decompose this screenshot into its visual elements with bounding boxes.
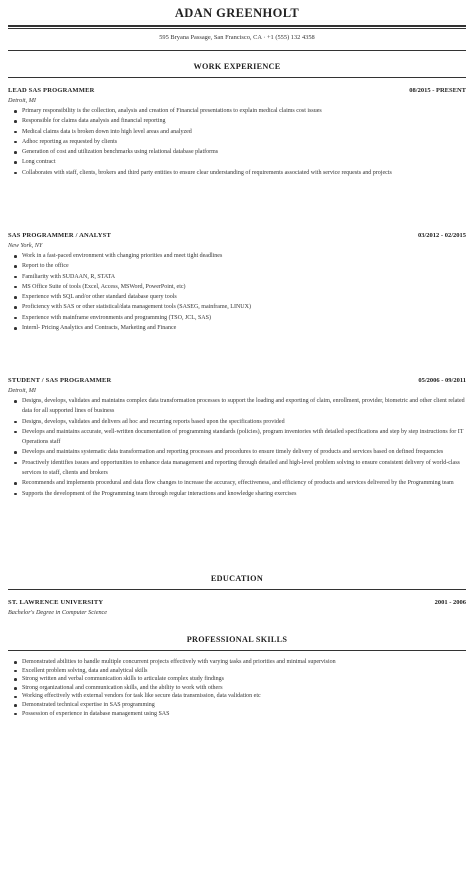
bullet-item: Develops and maintains systematic data transformation and reporting processes and procedures to ensure timely delivery of products and services based on defined frequencies bbox=[22, 447, 466, 457]
job-bullets bbox=[8, 396, 466, 499]
section-rule-professional-skills bbox=[8, 650, 466, 651]
bullet-item: Designs, develops, validates and maintains complex data transformation processes to support the loading and exporting of claim, enrollment, provider, biometric and other client related data for all supported lines of business bbox=[22, 396, 466, 417]
job-location: Detroit, MI bbox=[8, 387, 36, 394]
bullet-item: MS Office Suite of tools (Excel, Access, MSWord, PowerPoint, etc) bbox=[22, 282, 466, 292]
school-name: ST. LAWRENCE UNIVERSITY bbox=[8, 599, 104, 606]
candidate-name: ADAN GREENHOLT bbox=[174, 6, 300, 20]
skill-item: Strong written and verbal communication skills to articulate complex study findings bbox=[22, 675, 466, 684]
skill-item: Possession of experience in database management using SAS bbox=[22, 710, 466, 719]
skill-item: Demonstrated abilities to handle multiple concurrent projects effectively with varying tasks and priorities and minimal supervision bbox=[22, 658, 466, 667]
skill-item: Working effectively with external vendors for task like secure data transmission, data validation etc bbox=[22, 692, 466, 701]
header-rule-top bbox=[8, 25, 466, 27]
job-dates: 03/2012 - 02/2015 bbox=[417, 232, 466, 239]
job-header bbox=[8, 377, 466, 386]
bullet-item: Report to the office bbox=[22, 261, 466, 271]
skills-bullets bbox=[8, 658, 466, 718]
header-rule-bottom bbox=[8, 28, 466, 29]
bullet-item: Proficiency with SAS or other statistical/data management tools (SASEG, mainframe, LINUX) bbox=[22, 302, 466, 312]
bullet-item: Primary responsibility is the collection, analysis and creation of Financial presentations to explain medical claims cost issues bbox=[22, 106, 466, 116]
contact-rule bbox=[8, 50, 466, 51]
bullet-item: Recommends and implements procedural and data flow changes to increase the accuracy, effectiveness, and efficiency of products and services delivered by the Programming team bbox=[22, 478, 466, 488]
section-title-work-experience: WORK EXPERIENCE bbox=[193, 62, 281, 71]
skill-item: Strong organizational and communication skills, and the ability to work with others bbox=[22, 684, 466, 693]
section-title-professional-skills: PROFESSIONAL SKILLS bbox=[186, 635, 288, 644]
job-bullets bbox=[8, 251, 466, 333]
bullet-item: Internl- Pricing Analytics and Contracts, Marketing and Finance bbox=[22, 323, 466, 333]
job-dates: 08/2015 - PRESENT bbox=[409, 87, 466, 94]
skill-item: Excellent problem solving, data and analytical skills bbox=[22, 667, 466, 676]
bullet-item: Work in a fast-paced environment with changing priorities and meet tight deadlines bbox=[22, 251, 466, 261]
job-entry-sas-programmer-analyst bbox=[8, 232, 466, 333]
job-entry-lead-sas-programmer bbox=[8, 87, 466, 178]
job-title: STUDENT / SAS PROGRAMMER bbox=[8, 377, 112, 384]
bullet-item: Adhoc reporting as requested by clients bbox=[22, 137, 466, 147]
job-header bbox=[8, 87, 466, 96]
education-dates: 2001 - 2006 bbox=[434, 599, 466, 606]
skills-list bbox=[8, 657, 466, 718]
bullet-item: Medical claims data is broken down into high level areas and analyzed bbox=[22, 127, 466, 137]
job-location: New York, NY bbox=[8, 242, 43, 249]
job-dates: 05/2006 - 09/2011 bbox=[418, 377, 466, 384]
bullet-item: Supports the development of the Programming team through regular interactions and knowledge sharing exercises bbox=[22, 489, 466, 499]
job-title: LEAD SAS PROGRAMMER bbox=[8, 87, 95, 94]
bullet-item: Experience with mainframe environments and programming (TSO, JCL, SAS) bbox=[22, 313, 466, 323]
section-rule-education bbox=[8, 589, 466, 590]
bullet-item: Designs, develops, validates and delivers ad hoc and recurring reports based upon the specifications provided bbox=[22, 417, 466, 427]
section-title-education: EDUCATION bbox=[210, 574, 264, 583]
bullet-item: Responsible for claims data analysis and financial reporting bbox=[22, 116, 466, 126]
bullet-item: Develops and maintains accurate, well-written documentation of programming standards (policies), program inventories with detailed specifications and step by step instructions for IT Operations staff bbox=[22, 427, 466, 448]
section-rule-work-experience bbox=[8, 77, 466, 78]
bullet-item: Familiarity with SUDAAN, R, STATA bbox=[22, 272, 466, 282]
bullet-item: Proactively identifies issues and opportunities to enhance data management and reporting through detailed and high-level problem solving to ensure consistent delivery of world-class services to staff, clients and brokers bbox=[22, 458, 466, 479]
bullet-item: Experience with SQL and/or other standard database query tools bbox=[22, 292, 466, 302]
degree: Bachelor's Degree in Computer Science bbox=[8, 609, 108, 616]
education-header bbox=[8, 599, 466, 608]
job-header bbox=[8, 232, 466, 241]
bullet-item: Collaborates with staff, clients, brokers and third party entities to ensure clear understanding of requirements associated with service requests and projects bbox=[22, 168, 466, 178]
contact-line: 595 Bryana Passage, San Francisco, CA · +1 (555) 132 4358 bbox=[159, 34, 315, 41]
bullet-item: Long contract bbox=[22, 157, 466, 167]
education-entry bbox=[8, 599, 466, 617]
job-bullets bbox=[8, 106, 466, 178]
bullet-item: Generation of cost and utilization benchmarks using relational database platforms bbox=[22, 147, 466, 157]
job-title: SAS PROGRAMMER / ANALYST bbox=[8, 232, 111, 239]
job-location: Detroit, MI bbox=[8, 97, 36, 104]
job-entry-student-sas-programmer bbox=[8, 377, 466, 499]
skill-item: Demonstrated technical expertise in SAS programming bbox=[22, 701, 466, 710]
